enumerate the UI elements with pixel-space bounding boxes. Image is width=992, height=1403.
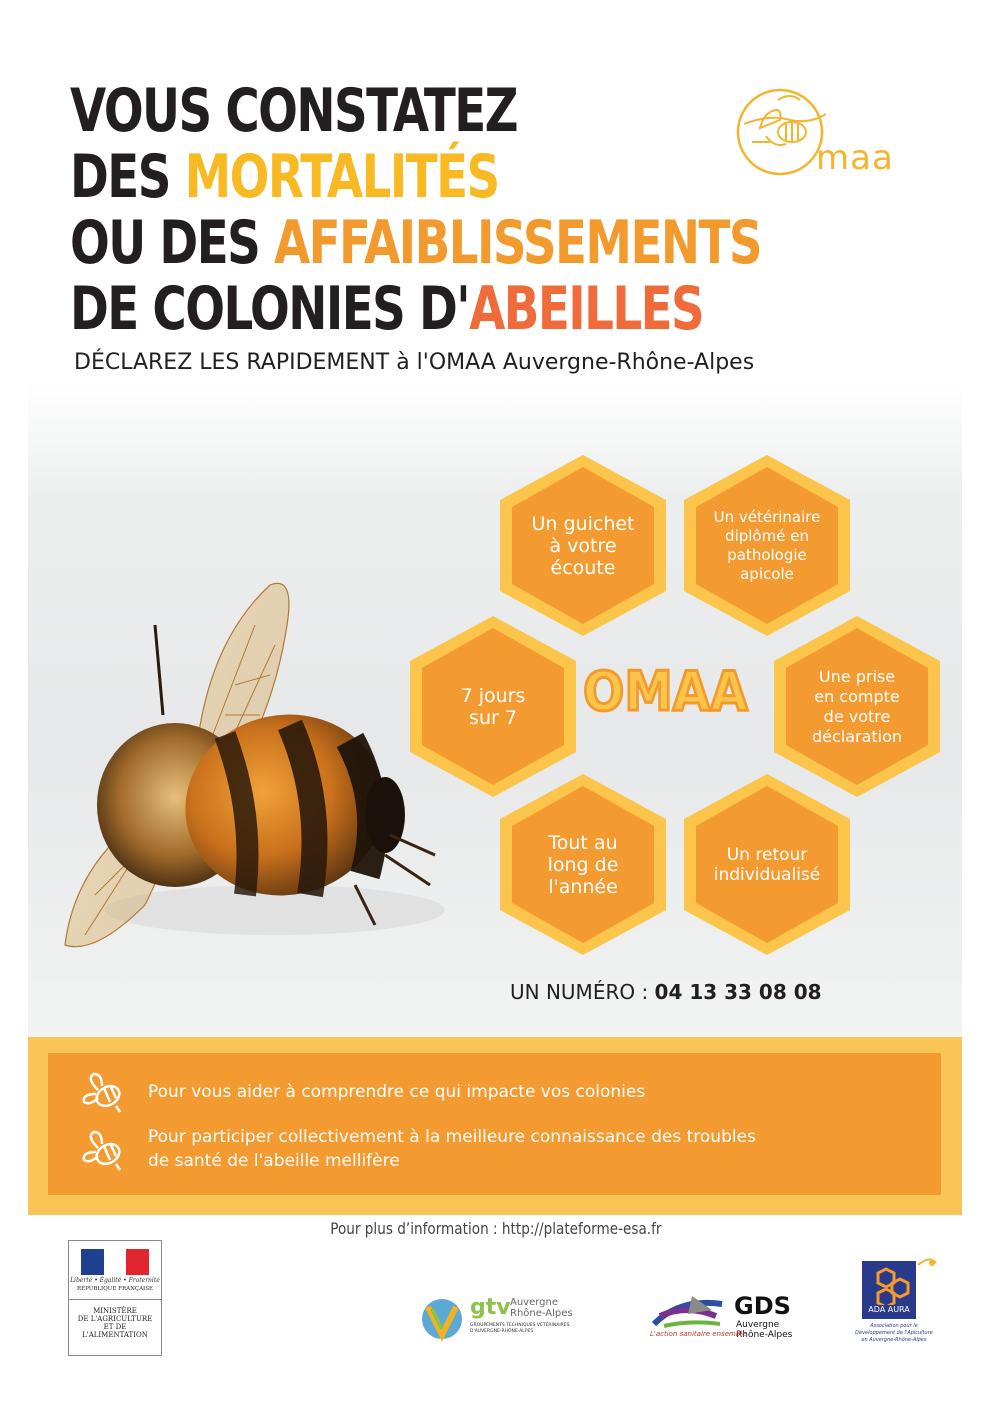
headline-line-4: DE COLONIES D'ABEILLES	[70, 274, 704, 344]
benefits-panel	[48, 1053, 941, 1195]
highlight-mortalites: MORTALITÉS	[184, 142, 499, 212]
headline-line-3: OU DES AFFAIBLISSEMENTS	[70, 208, 761, 278]
bullet-2: Pour participer collectivement à la meilleure connaissance des troubles de santé de l'abeille mellifère	[148, 1127, 756, 1171]
ada-aura-logo: ADA AURA Association pour le Développement de l'Apiculture en Auvergne-Rhône-Alpes	[845, 1255, 943, 1375]
omaa-center-label: OMAA	[583, 660, 748, 723]
headline-line-1: VOUS CONSTATEZ	[70, 76, 518, 146]
logo-text: maa	[816, 138, 894, 178]
phone-number: UN NUMÉRO : 04 13 33 08 08	[510, 980, 822, 1004]
hex-veterinaire: Un vétérinaire diplômé en pathologie apicole	[682, 453, 852, 638]
bullet-1: Pour vous aider à comprendre ce qui impacte vos colonies	[148, 1082, 646, 1102]
bee-icon	[80, 1128, 128, 1172]
info-line: Pour plus d’information : http://plateforme-esa.fr	[330, 1219, 662, 1238]
ministry-logo: Liberté • Égalité • Fraternité RÉPUBLIQUE FRANÇAISE MINISTÈRE DE L'AGRICULTURE ET DE L'ALIMENTATION	[68, 1240, 162, 1356]
hex-retour: Un retour individualisé	[682, 772, 852, 957]
bee-icon	[80, 1070, 128, 1114]
hex-guichet: Un guichet à votre écoute	[498, 453, 668, 638]
gds-swoosh-icon	[650, 1294, 726, 1330]
hex-7-jours: 7 jours sur 7	[408, 614, 578, 799]
gtv-logo: gtv Auvergne Rhône-Alpes GROUPEMENTS TECHNIQUES VÉTÉRINAIRES D'AUVERGNE-RHÔNE-ALPES	[420, 1295, 590, 1343]
highlight-abeilles: ABEILLES	[469, 274, 704, 344]
headline	[70, 78, 761, 342]
headline-line-2: DES MORTALITÉS	[70, 142, 499, 212]
highlight-affaiblissements: AFFAIBLISSEMENTS	[273, 208, 761, 278]
phone-number-value[interactable]: 04 13 33 08 08	[654, 980, 822, 1004]
hex-toute-annee: Tout au long de l'année	[498, 772, 668, 957]
french-flag-icon	[81, 1249, 149, 1275]
gtv-emblem-icon	[420, 1297, 464, 1341]
subtitle: DÉCLAREZ LES RAPIDEMENT à l'OMAA Auvergne-Rhône-Alpes	[74, 350, 755, 375]
gds-logo: GDS Auvergne Rhône-Alpes L'action sanitaire ensemble	[650, 1292, 793, 1340]
hex-prise-en-compte: Une prise en compte de votre déclaration	[772, 614, 942, 799]
